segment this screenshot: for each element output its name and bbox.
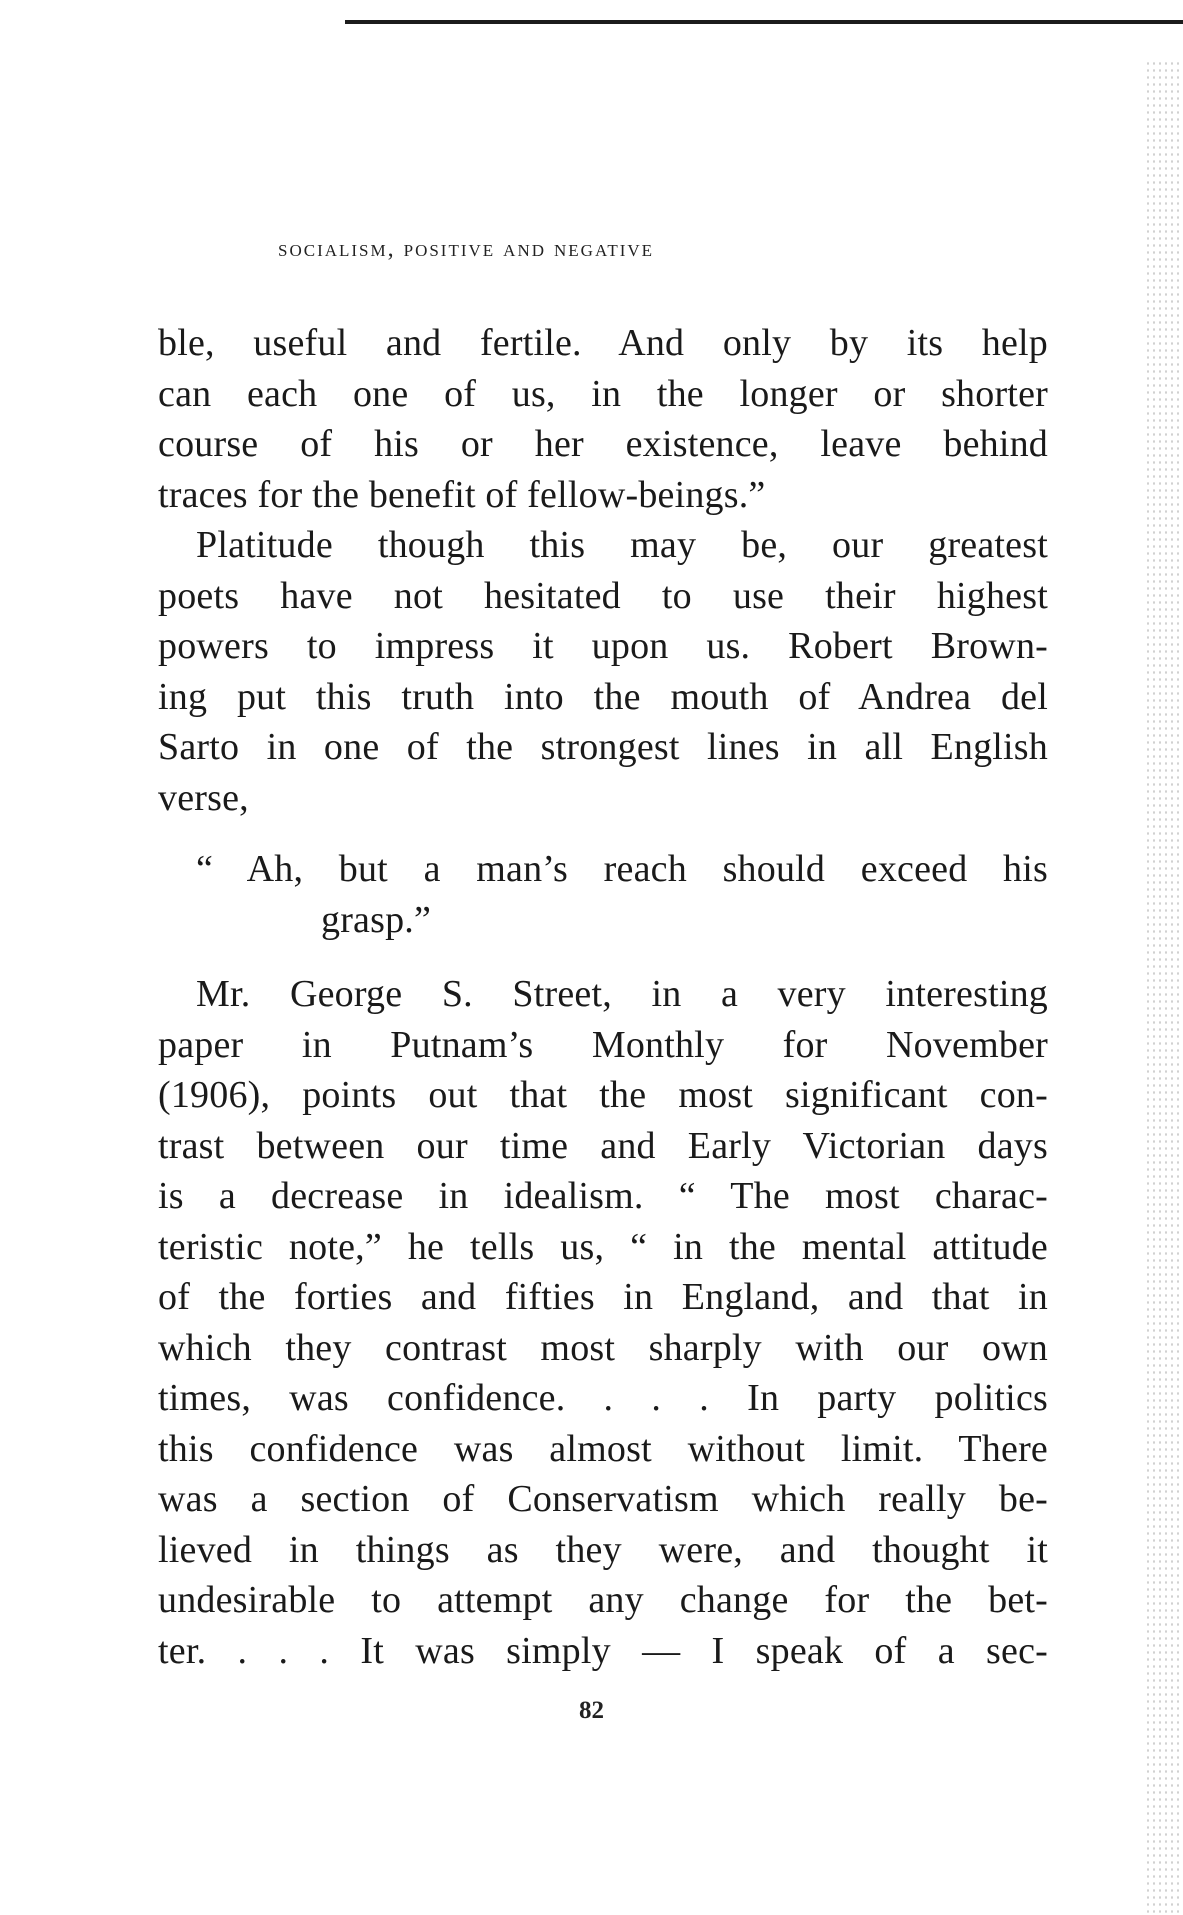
paragraph-2 — [158, 520, 1048, 823]
text-line: (1906), points out that the most significant con- — [158, 1074, 1048, 1116]
running-head: socialism, positive and negative — [278, 236, 655, 262]
text-line: undesirable to attempt any change for the bet- — [158, 1579, 1048, 1621]
paragraph-3 — [158, 969, 1048, 1676]
text-line: which they contrast most sharply with our own — [158, 1326, 1048, 1369]
text-line: ing put this truth into the mouth of Andrea del — [158, 675, 1048, 718]
page-edge-texture — [1145, 60, 1183, 1915]
quote-line: grasp.” — [321, 898, 432, 941]
text-line: this confidence was almost without limit. There — [158, 1427, 1048, 1470]
block-quote — [158, 844, 1048, 945]
text-line: poets have not hesitated to use their highest — [158, 574, 1048, 617]
body-text — [158, 318, 1048, 1676]
text-line: trast between our time and Early Victorian days — [158, 1124, 1048, 1167]
text-line: times, was confidence. . . . In party politics — [158, 1377, 1048, 1419]
paragraph-1 — [158, 318, 1048, 520]
top-rule — [345, 20, 1183, 24]
page-number: 82 — [579, 1697, 604, 1724]
quote-line: “ Ah, but a man’s reach should exceed his — [196, 848, 1048, 890]
text-line: powers to impress it upon us. Robert Brown- — [158, 625, 1048, 667]
text-line: Sarto in one of the strongest lines in all English — [158, 726, 1048, 768]
text-line: Mr. George S. Street, in a very interesting — [196, 973, 1048, 1015]
text-line: lieved in things as they were, and thought it — [158, 1528, 1048, 1571]
text-line: Platitude though this may be, our greatest — [196, 524, 1048, 566]
text-line: verse, — [158, 776, 249, 819]
text-line: is a decrease in idealism. “ The most charac- — [158, 1175, 1048, 1217]
text-line: can each one of us, in the longer or shorter — [158, 372, 1048, 415]
text-line: ter. . . . It was simply — I speak of a sec- — [158, 1629, 1048, 1672]
text-line: traces for the benefit of fellow-beings.” — [158, 473, 766, 516]
text-line: was a section of Conservatism which really be- — [158, 1478, 1048, 1520]
text-line: paper in Putnam’s Monthly for November — [158, 1023, 1048, 1066]
text-line: of the forties and fifties in England, and that in — [158, 1276, 1048, 1318]
text-line: course of his or her existence, leave behind — [158, 423, 1048, 465]
text-line: teristic note,” he tells us, “ in the mental attitude — [158, 1225, 1048, 1268]
text-line: ble, useful and fertile. And only by its help — [158, 322, 1048, 364]
